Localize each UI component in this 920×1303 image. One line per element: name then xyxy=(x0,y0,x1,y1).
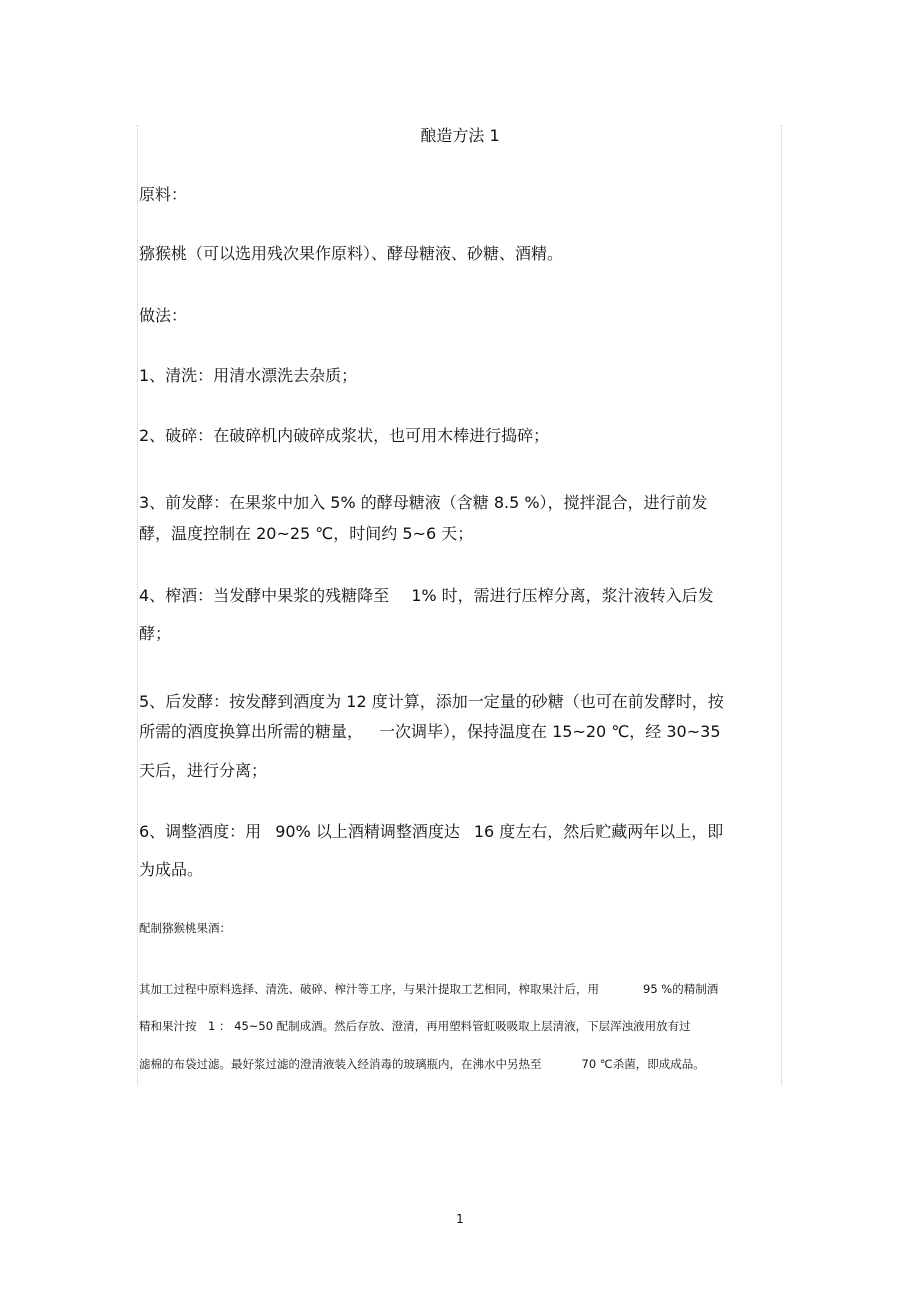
step-3-line-1: 3、前发酵：在果浆中加入 5% 的酵母糖液（含糖 8.5 %），搅拌混合，进行前发 xyxy=(139,493,708,512)
prepared-heading: 配制猕猴桃果酒： xyxy=(139,921,231,935)
step-5-line-1: 5、后发酵：按发酵到酒度为 12 度计算，添加一定量的砂糖（也可在前发酵时，按 xyxy=(139,692,724,711)
left-margin-guide xyxy=(137,125,138,1085)
step-2: 2、破碎：在破碎机内破碎成浆状，也可用木棒进行捣碎； xyxy=(139,426,550,445)
method-heading: 做法： xyxy=(139,306,188,325)
step-4-line-1 xyxy=(139,586,714,606)
page-number: 1 xyxy=(456,1212,464,1226)
step-6-text-c: 16 度左右，然后贮藏两年以上，即 xyxy=(473,822,724,841)
step-5-line-2 xyxy=(139,722,721,742)
prepared-text-1b: 95 %的精制酒 xyxy=(643,982,719,996)
prepared-text-3b: 70 ℃杀菌，即成成品。 xyxy=(581,1057,705,1071)
step-6-line-2: 为成品。 xyxy=(139,860,204,879)
prepared-text-3a: 滤棉的布袋过滤。最好浆过滤的澄清液装入经消毒的玻璃瓶内，在沸水中另热至 xyxy=(139,1057,542,1071)
step-5-line-3: 天后，进行分离； xyxy=(139,761,268,780)
prepared-line-1 xyxy=(139,981,718,997)
step-6-line-1 xyxy=(139,822,723,842)
prepared-line-2: 精和果汁按 1 ： 45~50 配制成酒。然后存放、澄清，再用塑料管虹吸吸取上层清液，下层浑浊液用放有过 xyxy=(139,1019,691,1033)
step-1: 1、清洗：用清水漂洗去杂质； xyxy=(139,366,358,385)
step-3-line-2: 酵，温度控制在 20~25 ℃，时间约 5~6 天； xyxy=(139,524,474,543)
step-5-text-b: 一次调毕），保持温度在 15~20 ℃，经 30~35 xyxy=(379,722,721,741)
right-margin-guide xyxy=(781,125,782,1085)
step-6-text-a: 6、调整酒度：用 xyxy=(139,822,262,841)
materials-text: 猕猴桃（可以选用残次果作原料）、酵母糖液、砂糖、酒精。 xyxy=(139,244,564,263)
prepared-line-3 xyxy=(139,1056,705,1072)
step-4-text-a: 4、榨酒：当发酵中果浆的残糖降至 xyxy=(139,586,390,605)
prepared-text-1a: 其加工过程中原料选择、清洗、破碎、榨汁等工序，与果汁提取工艺相同，榨取果汁后，用 xyxy=(139,982,599,996)
step-5-text-a: 所需的酒度换算出所需的糖量， xyxy=(139,722,364,741)
materials-heading: 原料： xyxy=(139,185,188,204)
step-4-text-b: 1% 时，需进行压榨分离，浆汁液转入后发 xyxy=(411,586,714,605)
step-4-line-2: 酵； xyxy=(139,624,172,643)
step-6-text-b: 90% 以上酒精调整酒度达 xyxy=(275,822,460,841)
document-title: 酿造方法 1 xyxy=(420,126,500,145)
